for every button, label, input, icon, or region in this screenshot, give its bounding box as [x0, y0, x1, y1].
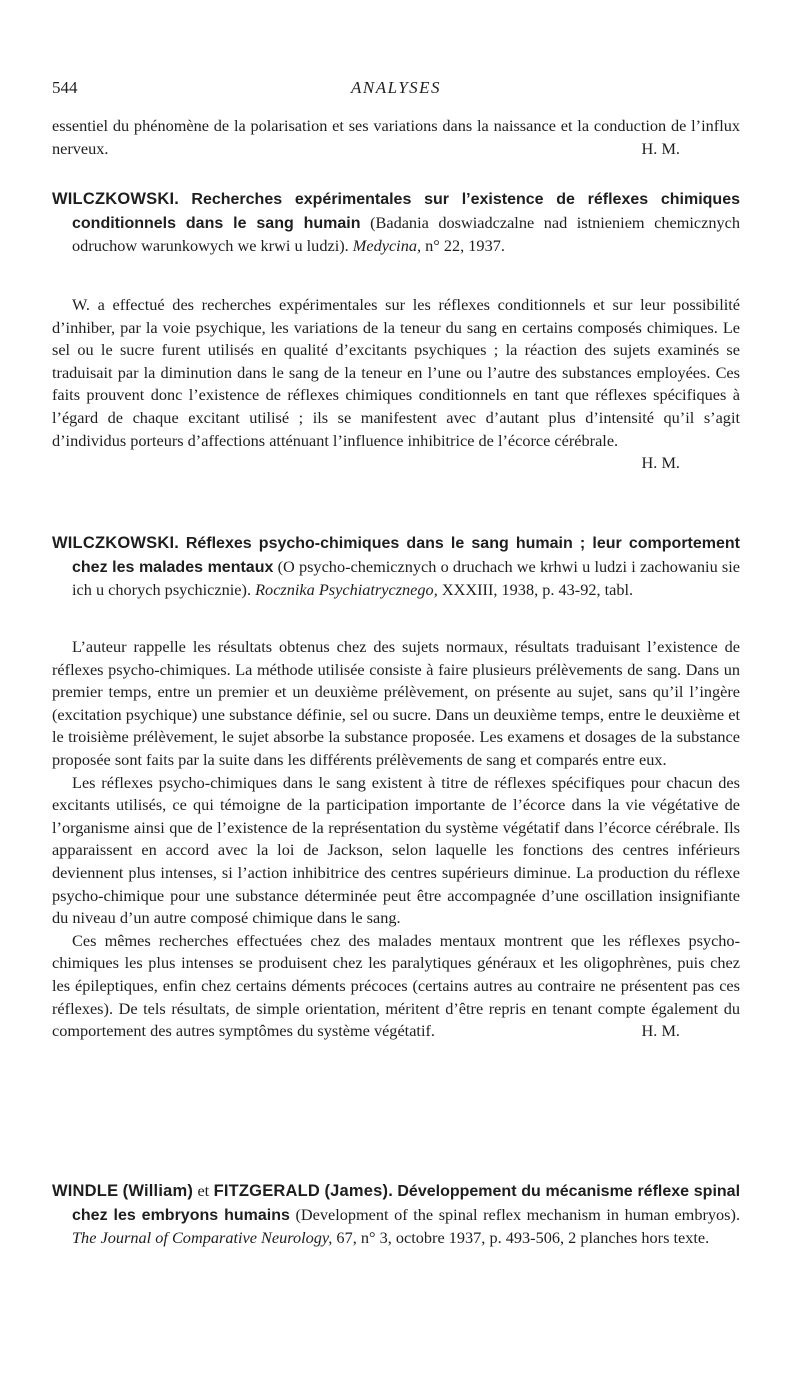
entry-1-author: WILCZKOWSKI. — [52, 190, 180, 208]
entry-1-title: Recherches expérimentales sur l’existence de réflexes chimiques conditionnels dans le sang humain — [72, 191, 741, 232]
intro-signature: H. M. — [641, 138, 680, 158]
intro-paragraph — [52, 115, 740, 160]
entry-1-details: n° 22, 1937. — [425, 236, 505, 256]
entry-2-paragraph-3: Ces mêmes recherches effectuées chez des malades mentaux montrent que les réflexes psycho-chimiques les plus intenses se produisent chez les paralytiques généraux et les oligophrènes, puis chez les épileptiques, enfin chez certains déments précoces (certains autres au contraire ne présentent pas ces réflexes). De tels résultats, de simple orientation, méritent d’être repris en tenant compte également du comportement des autres symptômes du système végétatif. — [52, 930, 740, 1041]
entry-3-reference — [52, 1180, 740, 1250]
entry-2-reference — [52, 532, 740, 602]
page-number: 544 — [52, 78, 78, 97]
entry-1-signature: H. M. — [641, 453, 680, 473]
entry-2-original-title: (O psycho-chemicznych o druchach we krhwi u ludzi i zachowaniu sie ich u chorych psychicznie). — [72, 556, 740, 600]
page-header — [52, 78, 740, 102]
entry-3-original-title: (Development of the spinal reflex mechanism in human embryos). — [295, 1204, 741, 1224]
entry-3-author-a-first: (William) — [122, 1182, 194, 1200]
entry-3-author-b-first: (James). — [324, 1182, 393, 1200]
entry-1-body — [52, 294, 740, 475]
entry-2-body — [52, 636, 740, 1043]
entry-2-paragraph-2: Les réflexes psycho-chimiques dans le sang existent à titre de réflexes spécifiques pour chacun des excitants utilisés, ce qui témoigne de la participation importante de l’écorce dans la vie végétative de l’organisme ainsi que de l’existence de la représentation du système végétatif dans l’écorce cérébrale. Ils apparaissent en accord avec la loi de Jackson, selon laquelle les fonctions des centres inférieurs deviennent plus intenses, si l’action inhibitrice des centres supérieurs diminue. La production du réflexe psycho-chimique pour une substance déterminée peut être accompagnée d’une oscillation insignifiante du niveau d’un autre composé chimique dans le sang. — [52, 772, 740, 928]
entry-3-author-a: WINDLE — [52, 1182, 119, 1200]
entry-3-title: Développement du mécanisme réflexe spinal chez les embryons humains — [72, 1183, 741, 1224]
entry-1-paragraph: W. a effectué des recherches expérimentales sur les réflexes conditionnels et sur leur possibilité d’inhiber, par la voie psychique, les variations de la teneur du sang en certains composés chimiques. Le sel ou le sucre furent utilisés en qualité d’excitants psychiques ; la réaction des sujets examinés se traduisait par la diminution dans le sang de la teneur en l’une ou l’autre des substances employées. Ces faits prouvent donc l’existence de réflexes chimiques conditionnels en tant que réflexes spécifiques à l’égard de chaque excitant utilisé ; ils se manifestent avec d’autant plus d’intensité qu’il s’agit d’individus porteurs d’affections atténuant l’influence inhibitrice de l’écorce cérébrale. — [52, 295, 740, 450]
entry-2-signature: H. M. — [641, 1021, 680, 1041]
entry-2-details: XXXIII, 1938, p. 43-92, tabl. — [441, 580, 634, 600]
entry-1-original-title: (Badania doswiadczalne nad istnieniem chemicznych odruchow warunkowych we krwi u ludzi). — [72, 212, 740, 256]
entry-3-details: 67, n° 3, octobre 1937, p. 493-506, 2 planches hors texte. — [336, 1228, 710, 1248]
entry-2-author: WILCZKOWSKI. — [52, 534, 180, 552]
running-title: ANALYSES — [350, 78, 442, 97]
entry-3-journal: The Journal of Comparative Neurology, — [72, 1228, 333, 1248]
entry-3-author-b: FITZGERALD — [213, 1182, 321, 1200]
entry-2-journal: Rocznika Psychiatrycznego, — [255, 580, 438, 600]
entry-2-title: Réflexes psycho-chimiques dans le sang humain ; leur comportement chez les malades mentaux — [72, 535, 741, 576]
entry-2-paragraph-1: L’auteur rappelle les résultats obtenus chez des sujets normaux, résultats traduisant l’existence de réflexes psycho-chimiques. La méthode utilisée consiste à faire plusieurs prélèvements de sang. Dans un premier temps, entre un premier et un deuxième prélèvement, on présente au sujet, sans qu’il l’ingère (excitation psychique) une substance définie, sel ou sucre. Dans un deuxième temps, entre le deuxième et le troisième prélèvement, le sujet absorbe la substance proposée. Les examens et dosages de la substance proposée sont faits par la suite dans les différents prélèvements de sang et comparés entre eux. — [52, 637, 740, 769]
entry-1-reference — [52, 188, 740, 258]
entry-3-conjunction: et — [197, 1181, 210, 1200]
intro-text: essentiel du phénomène de la polarisation et ses variations dans la naissance et la conduction de l’influx nerveux. — [52, 116, 740, 158]
entry-1-journal: Medycina, — [352, 236, 422, 256]
